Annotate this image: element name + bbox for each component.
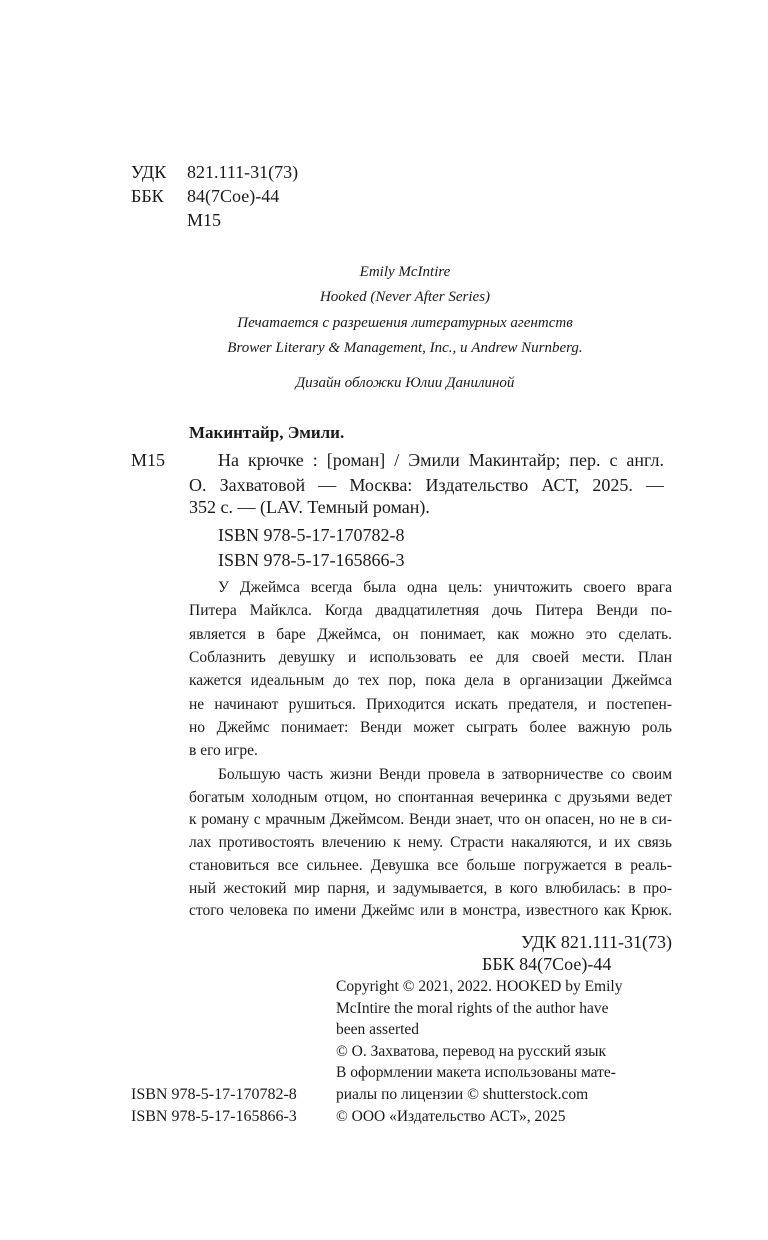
catalog-mark: М15 [131,450,166,470]
isbn: ISBN 978-5-17-165866-3 [218,550,405,570]
bbk-bottom-line: ББК 84(7Сое)-44 [482,954,612,974]
udk-label: УДК [131,162,167,182]
copyright-line: © О. Захватова, перевод на русский язык [336,1042,607,1060]
udk-bottom-line: УДК 821.111-31(73) [521,932,672,952]
copyright-line: Copyright © 2021, 2022. HOOKED by Emily [336,978,623,995]
permission-line-1: Печатается с разрешения литературных агентств [237,315,573,331]
annotation-line: Большую часть жизни Венди провела в затворничестве со своим [218,766,672,783]
annotation-line: лах противостоять влечению к нему. Страсти накаляются, и их связь [189,834,672,852]
copyright-line: McIntire the moral rights of the author have [336,999,609,1017]
catalog-line: На крючке : [роман] / Эмили Макинтайр; пер. с англ. [218,450,664,470]
annotation-line: является в баре Джеймса, он понимает, как можно это сделать. [189,625,672,643]
udk-value: 821.111-31(73) [187,162,299,182]
annotation-line: к роману с мрачным Джеймсом. Венди знает, что он опасен, но не в си- [189,811,672,829]
annotation-line: У Джеймса всегда была одна цель: уничтожить своего врага [218,579,672,596]
isbn: ISBN 978-5-17-170782-8 [218,525,405,545]
annotation-line: становиться все сильнее. Девушка все больше погружается в реаль- [189,856,672,874]
original-title: Hooked (Never After Series) [319,289,491,305]
permission-line-2: Brower Literary & Management, Inc., и Andrew Nurnberg. [227,340,583,356]
cover-design: Дизайн обложки Юлии Данилиной [295,375,515,391]
annotation-line: богатым холодным отцом, но спонтанная вечеринка с друзьями ведет [189,788,672,806]
annotation-line: кажется идеальным до тех пор, пока дела в организации Джеймса [189,672,672,690]
annotation-line: в его игре. [189,742,258,760]
original-author: Emily McIntire [359,264,451,280]
copyright-line: been asserted [336,1021,420,1039]
annotation-line: но Джеймс понимает: Венди может сыграть более важную роль [189,718,672,736]
copyright-line: В оформлении макета использованы мате- [336,1064,616,1082]
bbk-value: 84(7Сое)-44 [187,186,280,206]
catalog-line: О. Захватовой — Москва: Издательство АСТ, 2025. — [189,475,664,495]
annotation-line: ный жестокий мир парня, и задумывается, в кого влюбилась: в про- [189,879,672,897]
copyright-line: © ООО «Издательство АСТ», 2025 [336,1107,566,1125]
annotation-line: Питера Майклса. Когда двадцатилетняя дочь Питера Венди по- [189,602,672,620]
bbk-label: ББК [131,186,164,206]
annotation-line: не начинают рушиться. Приходится искать предателя, и постепен- [189,695,672,713]
author-mark: М15 [187,210,222,230]
footer-isbn: ISBN 978-5-17-165866-3 [131,1108,297,1125]
catalog-heading: Макинтайр, Эмили. [189,423,345,442]
copyright-line: риалы по лицензии © shutterstock.com [336,1086,589,1103]
catalog-line: 352 с. — (LAV. Темный роман). [189,497,430,517]
annotation-line: стого человека по имени Джеймс или в монстра, известного как Крюк. [189,902,672,920]
footer-isbn: ISBN 978-5-17-170782-8 [131,1086,297,1103]
annotation-line: Соблазнить девушку и использовать ее для своей мести. План [189,648,672,666]
